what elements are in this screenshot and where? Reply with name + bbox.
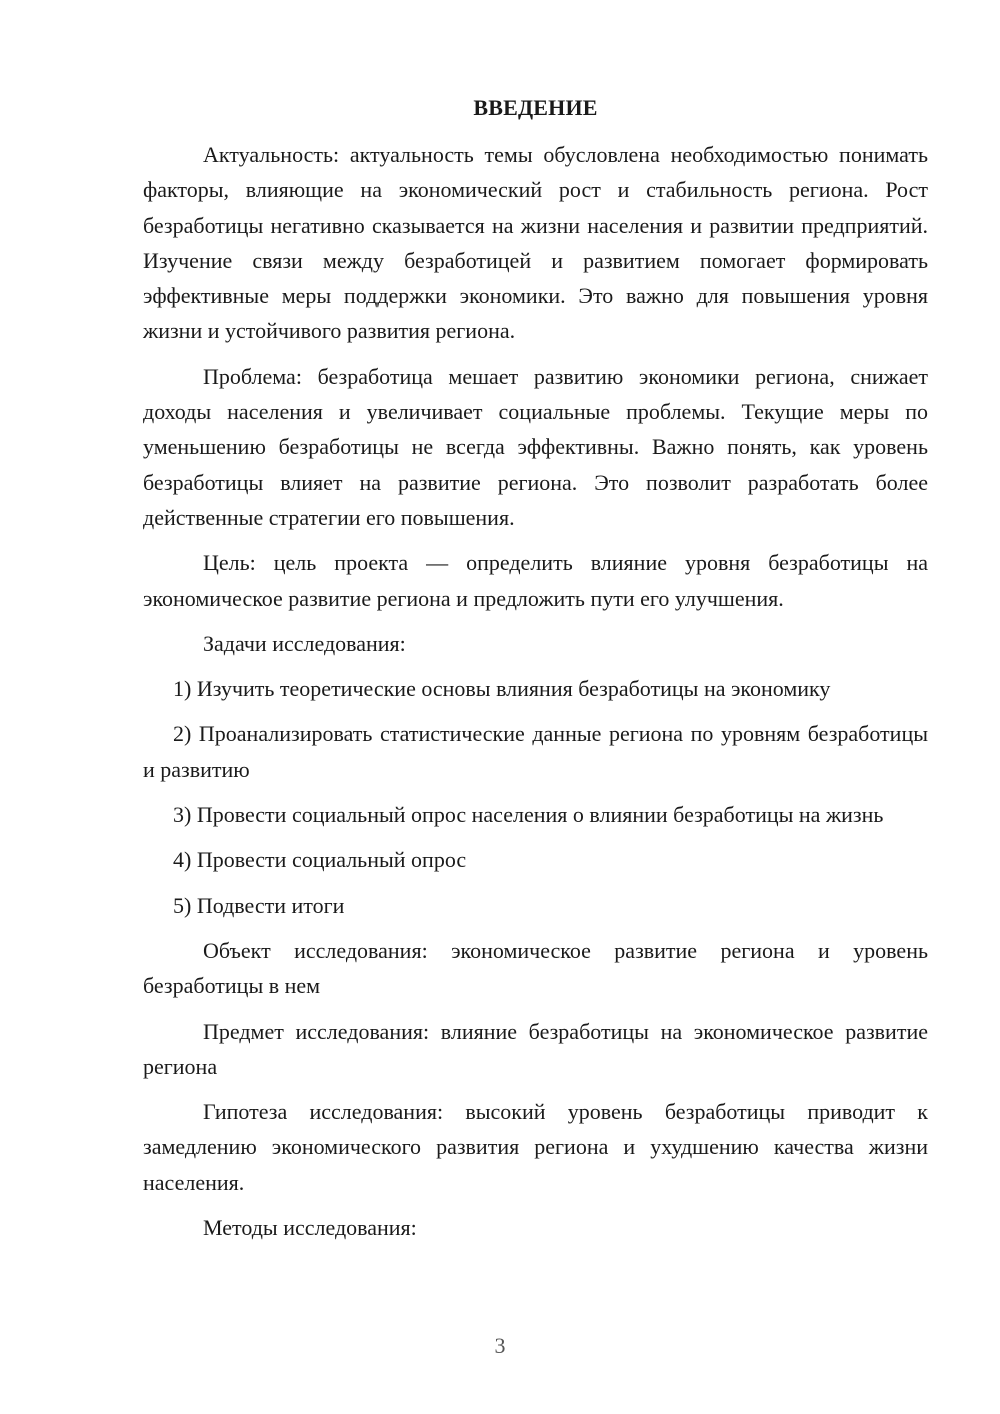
paragraph-methods-heading: Методы исследования: — [203, 1215, 417, 1241]
paragraph-goal: Цель: цель проекта — определить влияние уровня безработицы на экономическое развитие региона и предложить пути его улучшения. — [143, 550, 928, 611]
task-item-4: 4) Провести социальный опрос — [173, 847, 467, 873]
task-item-5: 5) Подвести итоги — [173, 892, 345, 918]
task-item-3: 3) Провести социальный опрос населения о влиянии безработицы на жизнь — [173, 802, 884, 828]
paragraph-subject: Предмет исследования: влияние безработицы на экономическое развитие региона — [143, 1018, 928, 1079]
section-title: ВВЕДЕНИЕ — [473, 95, 598, 120]
paragraph-object: Объект исследования: экономическое развитие региона и уровень безработицы в нем — [143, 937, 928, 999]
document-page — [143, 90, 928, 1255]
paragraph-tasks-heading: Задачи исследования: — [203, 630, 406, 656]
task-item-2: 2) Проанализировать статистические данные региона по уровням безработицы и развитию — [143, 721, 928, 782]
page-number: 3 — [494, 1333, 506, 1358]
paragraph-problem: Проблема: безработица мешает развитию экономики региона, снижает доходы населения и увеличивает социальные проблемы. Текущие меры по уменьшению безработицы не всегда эффективны. Важно понять, как уровень безработицы влияет на развитие региона. Это позволит разработать более действенные стратегии его повышения. — [143, 363, 928, 530]
paragraph-hypothesis: Гипотеза исследования: высокий уровень безработицы приводит к замедлению экономического развития региона и ухудшению качества жизни населения. — [143, 1099, 928, 1195]
task-item-1: 1) Изучить теоретические основы влияния безработицы на экономику — [173, 676, 831, 702]
paragraph-relevance: Актуальность: актуальность темы обусловлена необходимостью понимать факторы, влияющие на экономический рост и стабильность региона. Рост безработицы негативно сказывается на жизни населения и развитии предприятий. Изучение связи между безработицей и развитием помогает формировать эффективные меры поддержки экономики. Это важно для повышения уровня жизни и устойчивого развития региона. — [143, 142, 928, 344]
